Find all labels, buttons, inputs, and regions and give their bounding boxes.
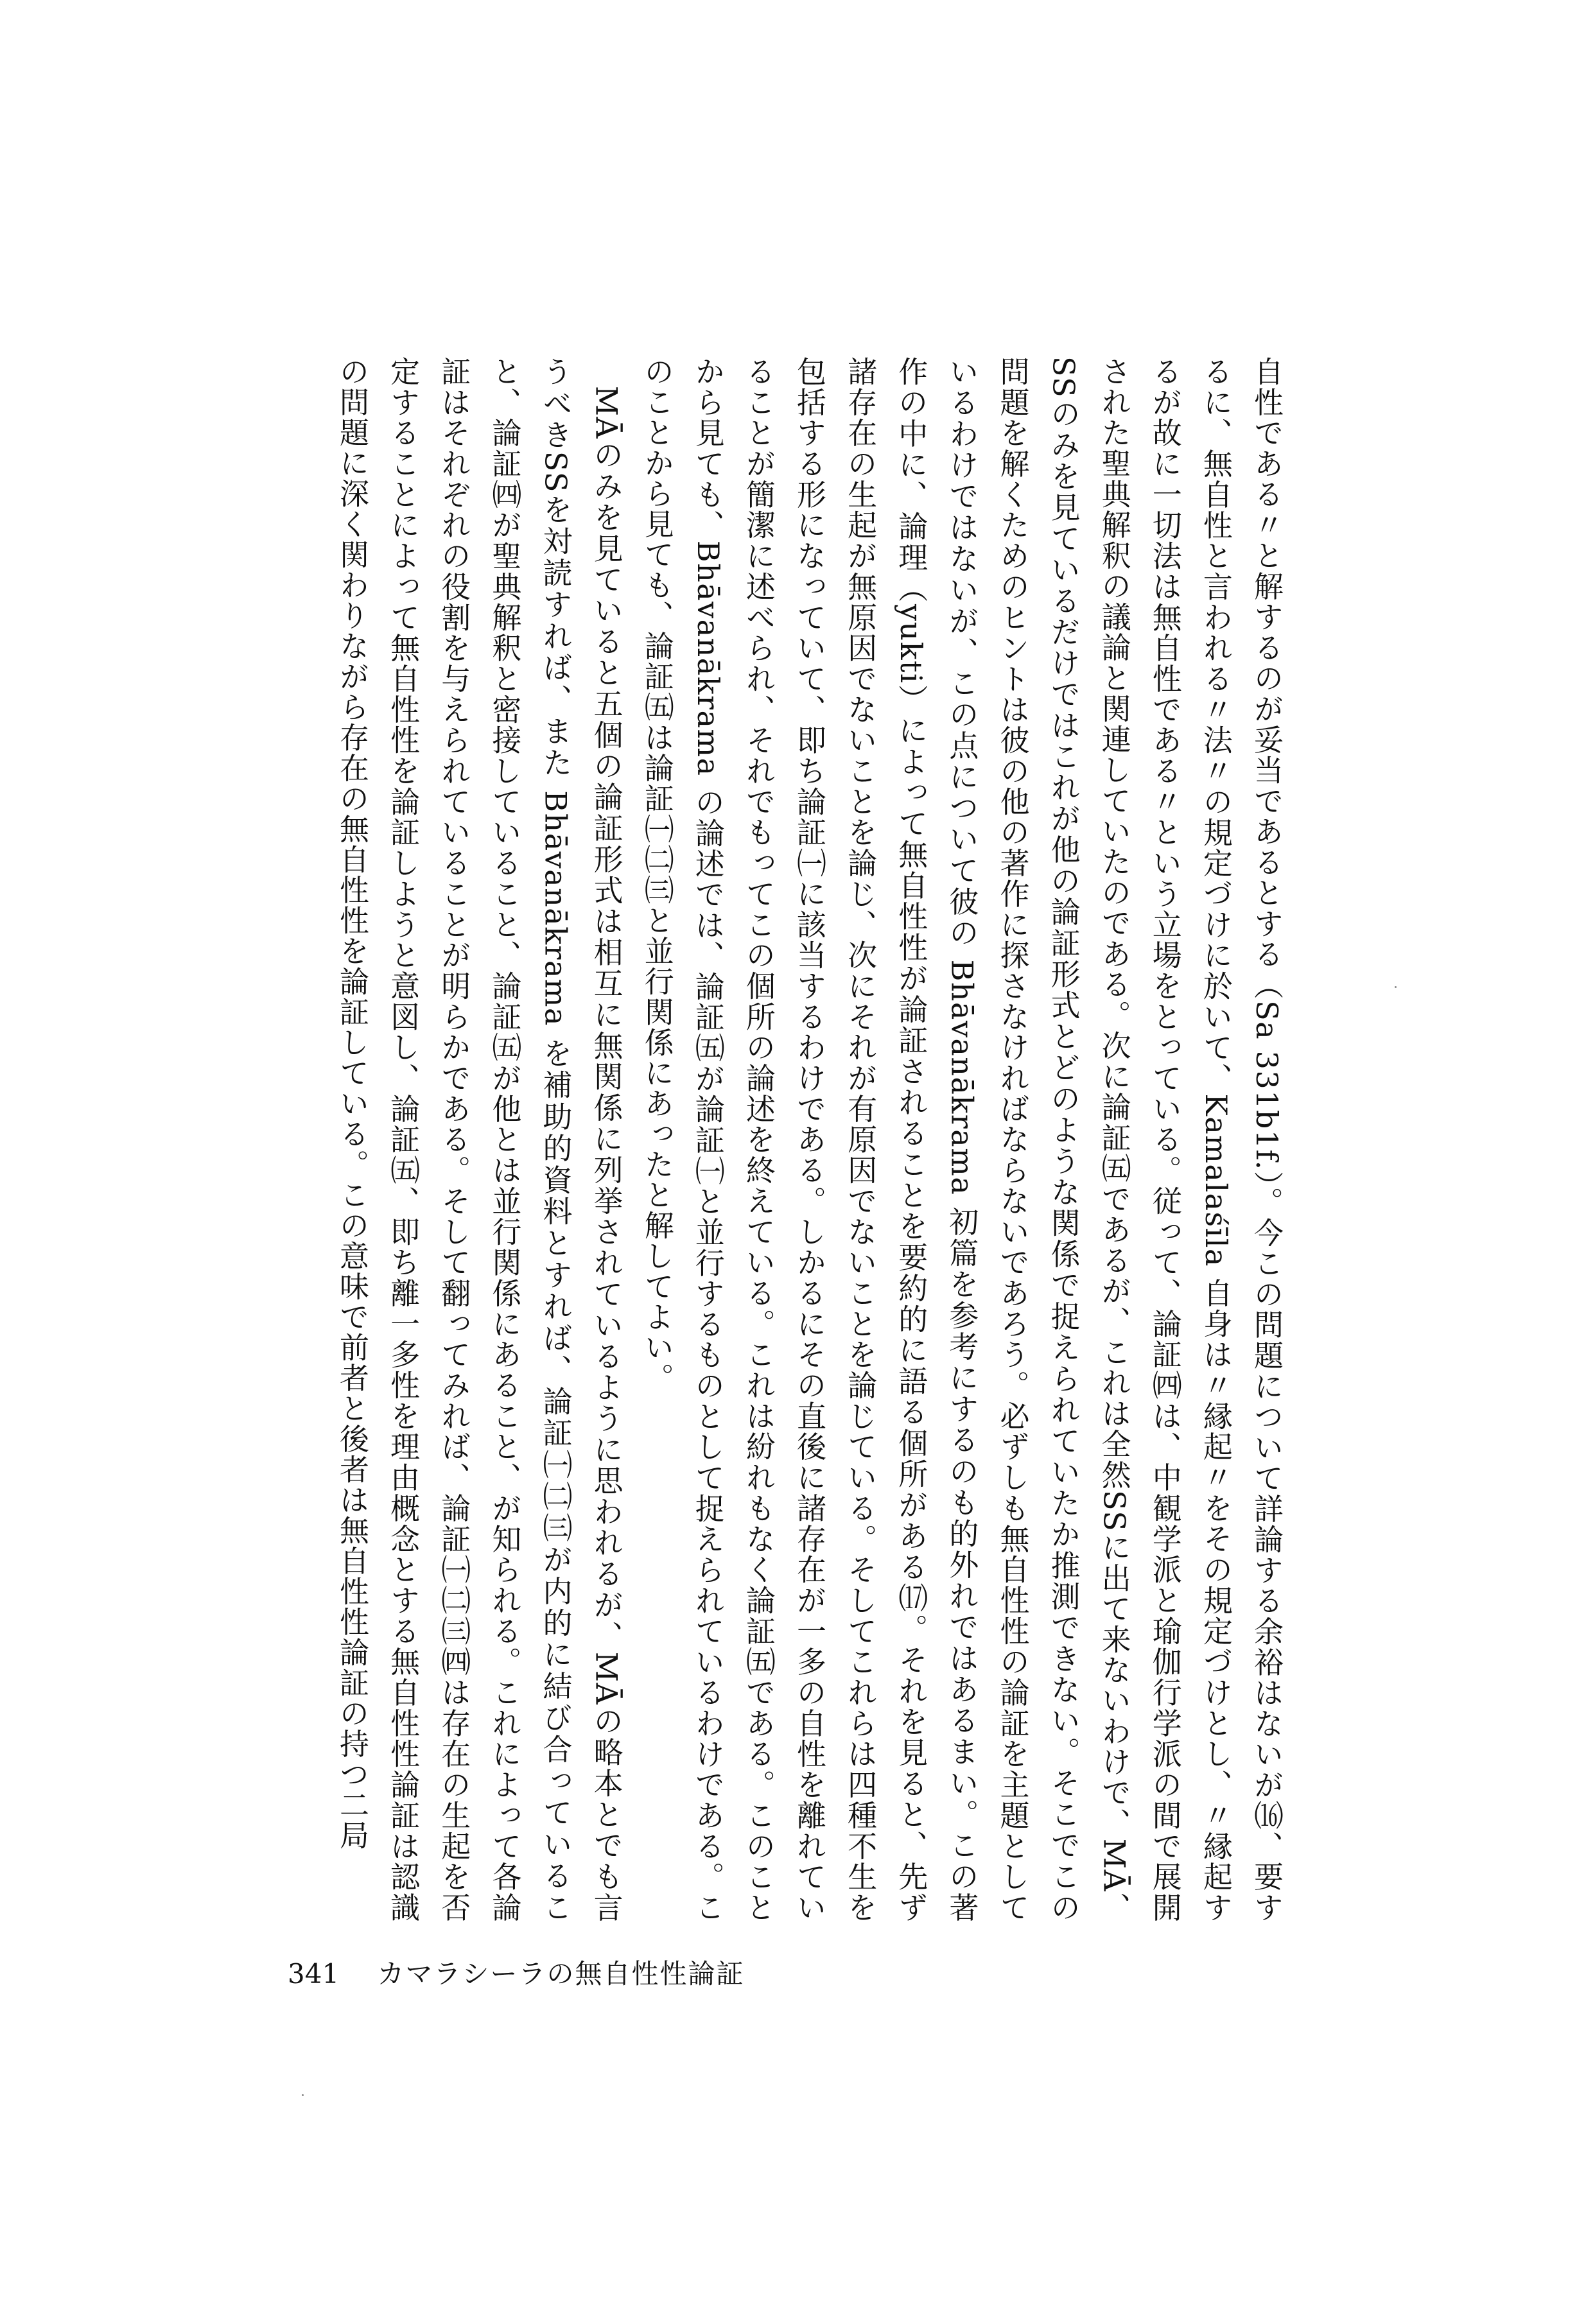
page-number: 341 xyxy=(288,1958,340,1990)
body-text xyxy=(239,356,1292,1923)
scan-speck xyxy=(1395,986,1397,988)
running-title: カマラシーラの無自性性論証 xyxy=(377,1958,745,1990)
body-paragraph-1: 自性である〃と解するのが妥当であるとする（Sa 331b1f.）。今この問題について詳論する余裕はないが⒃、要するに、無自性と言われる〃法〃の規定づけに於いて、Kamalaśīla 自身は〃縁起〃をその規定づけとし、〃縁起するが故に一切法は無自性である〃という立場をとっている。従って、論証㈣は、中観学派と瑜伽行学派の間で展開された聖典解釈の議論と関連していたのである。次に論証㈤であるが、これは全然SSに出て来ないわけで、MĀ、SSのみを見ているだけではこれが他の論証形式とどのような関係で捉えられていたか推測できない。そこでこの問題を解くためのヒントは彼の他の著作に探さなければならないであろう。必ずしも無自性性の論証を主題としているわけではないが、この点について彼の Bhāvanākrama 初篇を参考にするのも的外れではあるまい。この著作の中に、論理（yukti）によって無自性性が論証されることを要約的に語る個所がある⒄。それを見ると、先ず諸存在の生起が無原因でないことを論じ、次にそれが有原因でないことを論じている。そしてこれらは四種不生を包括する形になっていて、即ち論証㈠に該当するわけである。しかるにその直後に諸存在が一多の自性を離れていることが簡潔に述べられ、それでもってこの個所の論述を終えている。これは紛れもなく論証㈤である。このことから見ても、Bhāvanākrama の論述では、論証㈤が論証㈠と並行するものとして捉えられているわけである。このことから見ても、論証㈤は論証㈠㈡㈢と並行関係にあったと解してよい。 xyxy=(640,356,1284,1923)
page-footer xyxy=(288,1955,745,1993)
scan-speck xyxy=(302,2094,304,2096)
body-paragraph-2: MĀのみを見ていると五個の論証形式は相互に無関係に列挙されているように思われるが、MĀの略本とでも言うべきSSを対読すれば、また Bhāvanākrama を補助的資料とすれば、論証㈠㈡㈢が内的に結び合っていること、論証㈣が聖典解釈と密接していること、論証㈤が他とは並行関係にあること、が知られる。これによって各論証はそれぞれの役割を与えられていることが明らかである。そして翻ってみれば、論証㈠㈡㈢㈣は存在の生起を否定することによって無自性性を論証しようと意図し、論証㈤、即ち離一多性を理由概念とする無自性性論証は認識の問題に深く関わりながら存在の無自性性を論証している。この意味で前者と後者は無自性性論証の持つ二局 xyxy=(335,356,624,1923)
